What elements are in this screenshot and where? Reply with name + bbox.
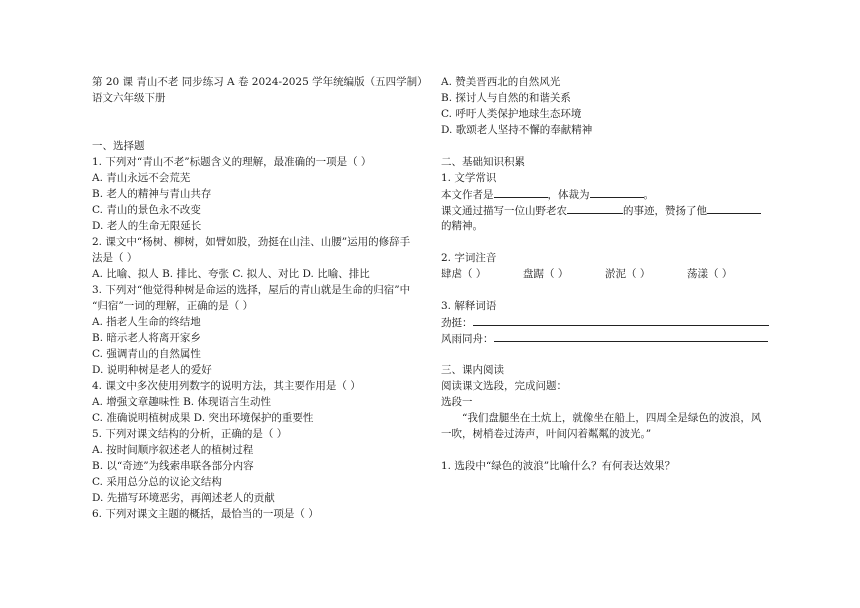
section-heading-choice: 一、选择题: [92, 140, 145, 152]
q1-option-c: C. 青山的景色永不改变: [92, 204, 201, 216]
pinyin-row: [441, 266, 771, 282]
q3-option-b: B. 暗示老人将离开家乡: [92, 332, 201, 344]
section-heading-reading: 三、课内阅读: [441, 364, 504, 376]
pinyin-word-4: 荡漾（ ）: [687, 268, 733, 280]
explain-term-2-label: 风雨同舟：: [441, 333, 494, 345]
doc-title-line1: 第 20 课 青山不老 同步练习 A 卷 2024-2025 学年统编版（五四学制）: [92, 76, 428, 88]
q4-options-ab: A. 增强文章趣味性 B. 体现语言生动性: [92, 396, 271, 408]
q5-option-b: B. 以“奇迹”为线索串联各部分内容: [92, 460, 254, 472]
q3-stem-line1: 3. 下列对“他觉得种树是命运的选择，屋后的青山就是生命的归宿”中: [92, 284, 411, 296]
pinyin-word-2: 盘踞（ ）: [523, 268, 569, 280]
genre-blank[interactable]: [590, 186, 644, 198]
lit-heading: 1. 文学常识: [441, 172, 497, 184]
q2-stem-line1: 2. 课文中“杨树、柳树，如臂如股，劲挺在山洼、山腰”运用的修辞手: [92, 236, 411, 248]
q4-options-cd: C. 准确说明植树成果 D. 突出环境保护的重要性: [92, 412, 314, 424]
pinyin-word-3: 淤泥（ ）: [605, 268, 651, 280]
lit-line1: [441, 186, 771, 202]
q2-stem-line2: 法是（ ）: [92, 252, 138, 264]
q1-option-d: D. 老人的生命无限延长: [92, 220, 202, 232]
q3-option-c: C. 强调青山的自然属性: [92, 348, 201, 360]
lit-line2: [441, 202, 771, 218]
doc-title-line2: 语文六年级下册: [92, 92, 166, 104]
excerpt-label: 选段一: [441, 396, 473, 408]
q6-option-c: C. 呼吁人类保护地球生态环境: [441, 108, 582, 120]
q2-options: A. 比喻、拟人 B. 排比、夸张 C. 拟人、对比 D. 比喻、排比: [92, 268, 370, 280]
q3-stem-line2: “归宿”一词的理解，正确的是（ ）: [92, 300, 254, 312]
pinyin-word-1: 肆虐（ ）: [441, 268, 487, 280]
lit-line1-b: ，体裁为: [547, 189, 590, 201]
q1-option-b: B. 老人的精神与青山共存: [92, 188, 212, 200]
spirit-blank[interactable]: [707, 202, 761, 214]
farmer-name-blank[interactable]: [567, 202, 623, 214]
section-heading-basics: 二、基础知识积累: [441, 156, 525, 168]
lit-line3: 的精神。: [441, 220, 483, 232]
q5-stem: 5. 下列对课文结构的分析，正确的是（ ）: [92, 428, 288, 440]
reading-q1: 1. 选段中“绿色的波浪”比喻什么？有何表达效果？: [441, 460, 676, 472]
q6-option-a: A. 赞美晋西北的自然风光: [441, 76, 561, 88]
q6-option-d: D. 歌颂老人坚持不懈的奉献精神: [441, 124, 593, 136]
q3-option-d: D. 说明种树是老人的爱好: [92, 364, 212, 376]
q1-stem: 1. 下列对“青山不老”标题含义的理解，最准确的一项是（ ）: [92, 156, 372, 168]
q5-option-a: A. 按时间顺序叙述老人的植树过程: [92, 444, 254, 456]
q1-option-a: A. 青山永远不会荒芜: [92, 172, 191, 184]
q4-stem: 4. 课文中多次使用列数字的说明方法，其主要作用是（ ）: [92, 380, 361, 392]
right-column: [441, 74, 771, 474]
pinyin-heading: 2. 字词注音: [441, 252, 497, 264]
lit-line2-a: 课文通过描写一位山野老农: [441, 205, 567, 217]
lit-line2-b: 的事迹，赞扬了他: [623, 205, 707, 217]
lit-line1-c: 。: [643, 189, 654, 201]
author-blank[interactable]: [494, 186, 548, 198]
q6-option-b: B. 探讨人与自然的和谐关系: [441, 92, 571, 104]
explain-term-1: [441, 314, 771, 330]
excerpt-text: “我们盘腿坐在土炕上，就像坐在船上，四周全是绿色的波浪，风一吹，树梢卷过涛声，叶间闪着粼粼的波光。”: [441, 412, 762, 440]
q6-stem: 6. 下列对课文主题的概括，最恰当的一项是（ ）: [92, 508, 319, 520]
q3-option-a: A. 指老人生命的终结地: [92, 316, 201, 328]
lit-line1-a: 本文作者是: [441, 189, 494, 201]
explain-term-2-blank[interactable]: [494, 330, 768, 342]
q5-option-d: D. 先描写环境恶劣，再阐述老人的贡献: [92, 492, 275, 504]
q5-option-c: C. 采用总分总的议论文结构: [92, 476, 222, 488]
explain-term-1-blank[interactable]: [473, 314, 769, 326]
explain-term-2: [441, 330, 771, 346]
left-column: [92, 74, 428, 522]
reading-intro: 阅读课文选段，完成问题：: [441, 380, 567, 392]
explain-term-1-label: 劲挺：: [441, 317, 473, 329]
explain-heading: 3. 解释词语: [441, 300, 497, 312]
